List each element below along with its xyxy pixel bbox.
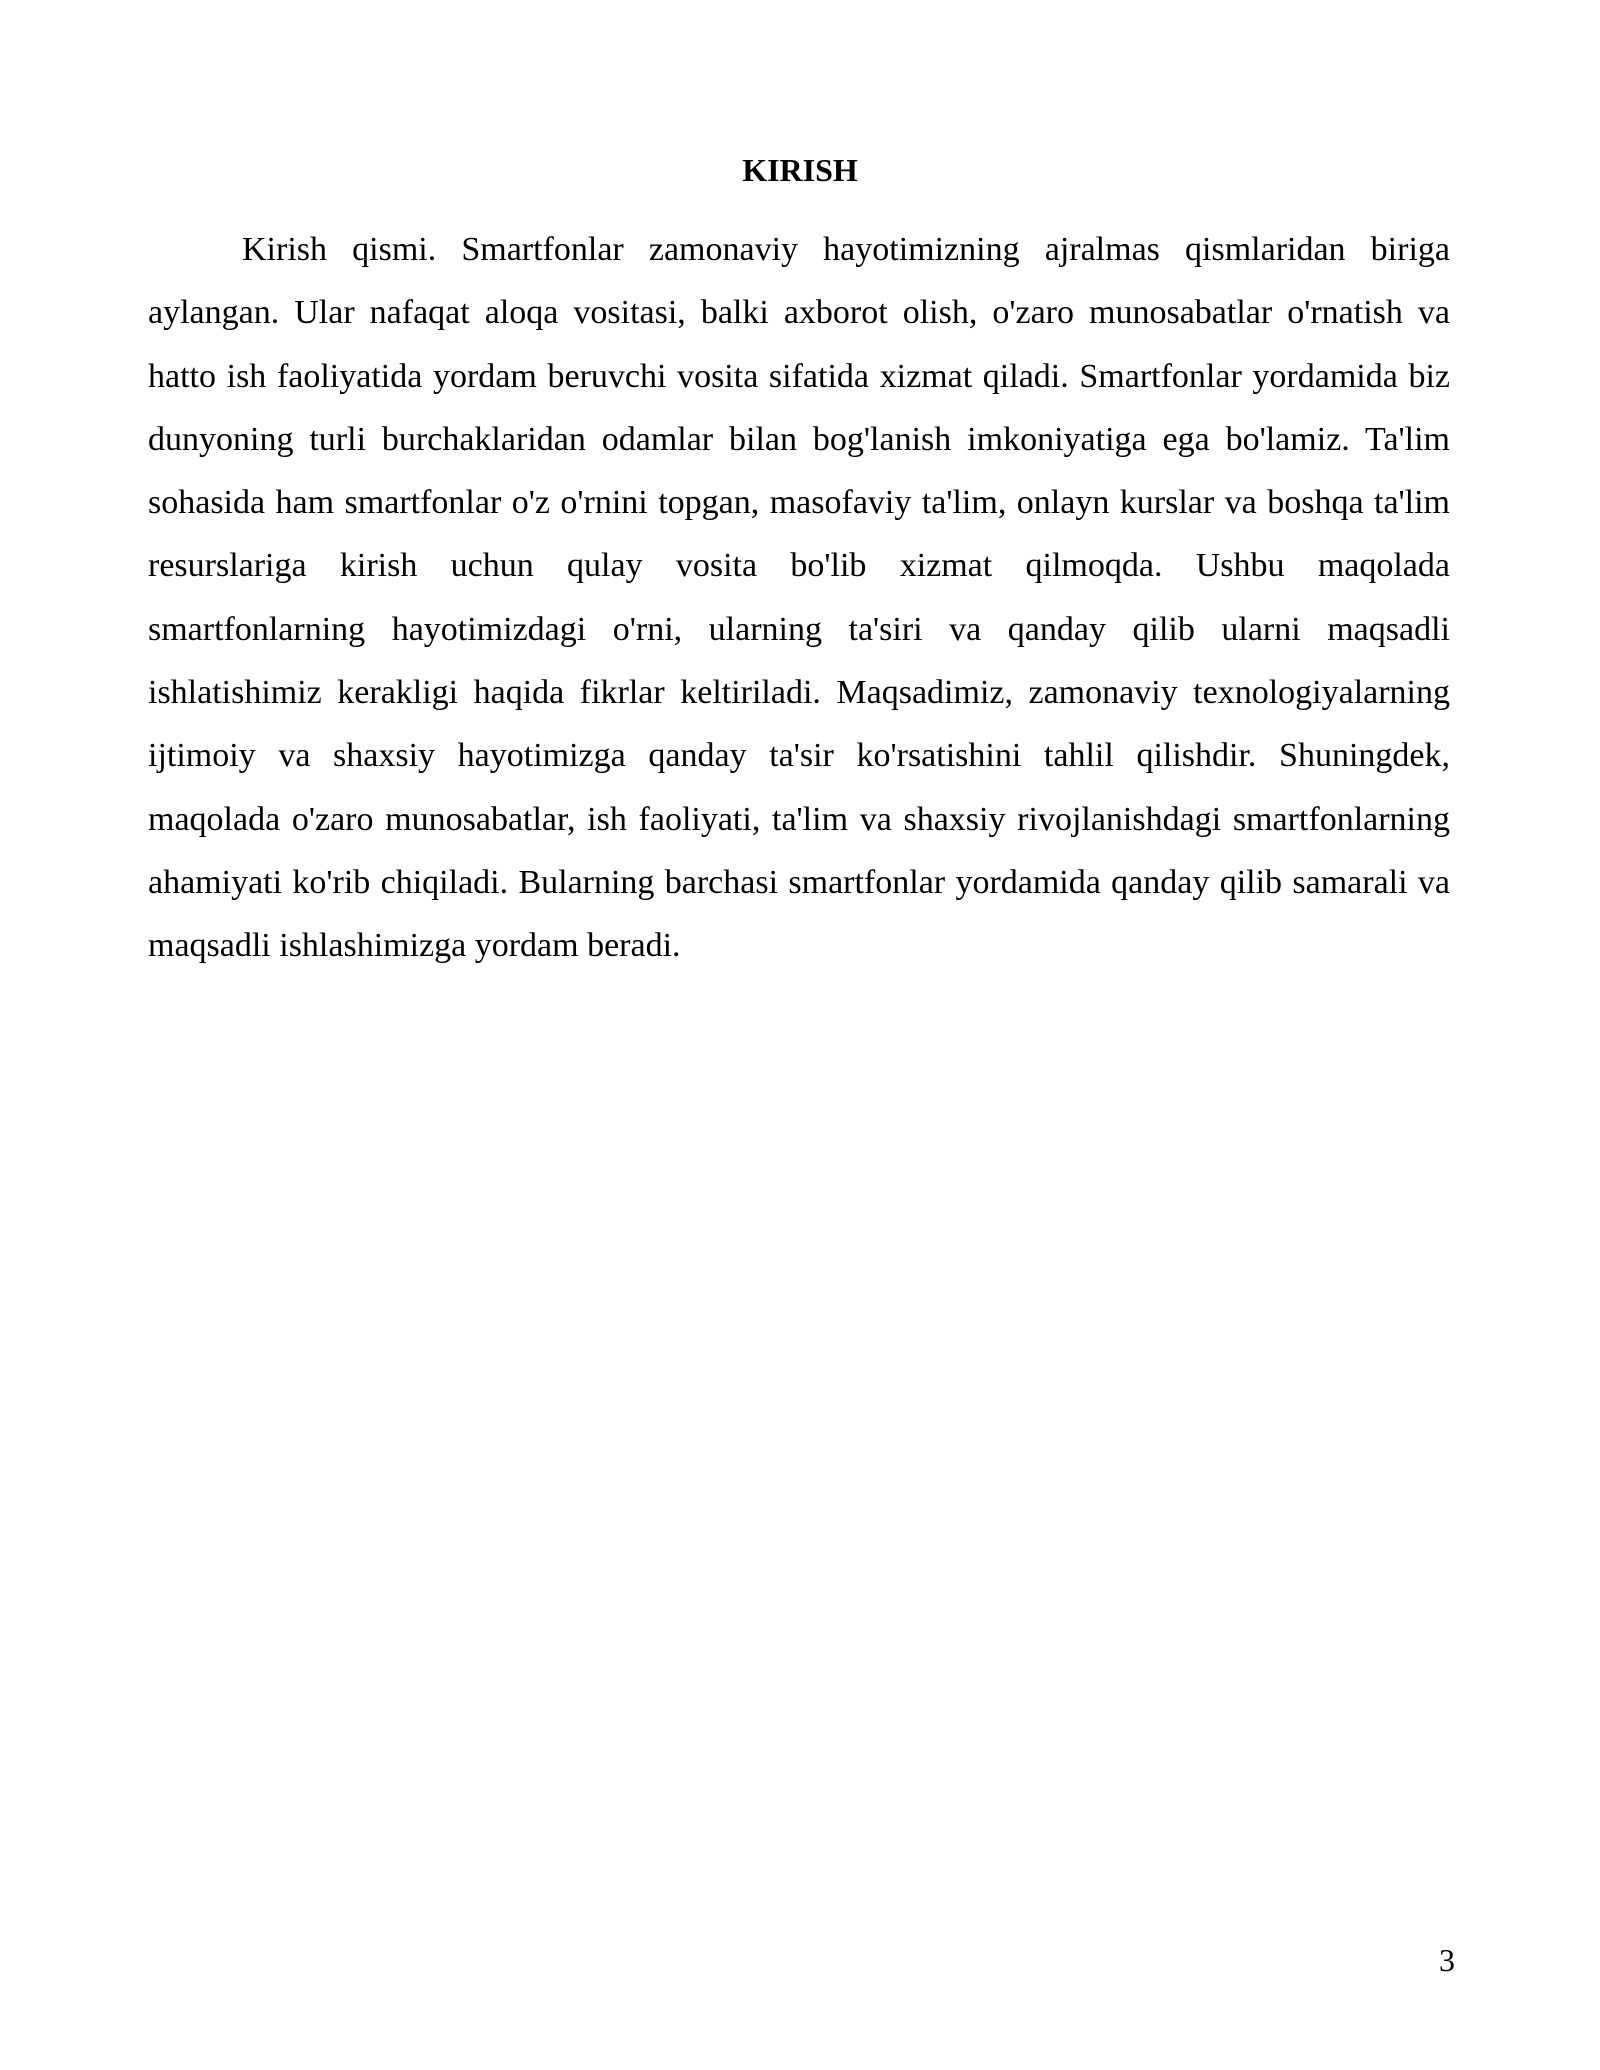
section-heading: KIRISH: [742, 152, 858, 188]
body-paragraph: Kirish qismi. Smartfonlar zamonaviy hayotimizning ajralmas qismlaridan biriga aylangan. Ular nafaqat aloqa vositasi, balki axborot olish, o'zaro munosabatlar o'rnatish va hatto ish faoliyatida yordam beruvchi vosita sifatida xizmat qiladi. Smartfonlar yordamida biz dunyoning turli burchaklaridan odamlar bilan bog'lanish imkoniyatiga ega bo'lamiz. Ta'lim sohasida ham smartfonlar o'z o'rnini topgan, masofaviy ta'lim, onlayn kurslar va boshqa ta'lim resurslariga kirish uchun qulay vosita bo'lib xizmat qilmoqda. Ushbu maqolada smartfonlarning hayotimizdagi o'rni, ularning ta'siri va qanday qilib ularni maqsadli ishlatishimiz kerakligi haqida fikrlar keltiriladi. Maqsadimiz, zamonaviy texnologiyalarning ijtimoiy va shaxsiy hayotimizga qanday ta'sir ko'rsatishini tahlil qilishdir. Shuningdek, maqolada o'zaro munosabatlar, ish faoliyati, ta'lim va shaxsiy rivojlanishdagi smartfonlarning ahamiyati ko'rib chiqiladi. Bularning barchasi smartfonlar yordamida qanday qilib samarali va maqsadli ishlashimizga yordam beradi.: [148, 231, 1450, 965]
page-number: 3: [1439, 1942, 1455, 1978]
